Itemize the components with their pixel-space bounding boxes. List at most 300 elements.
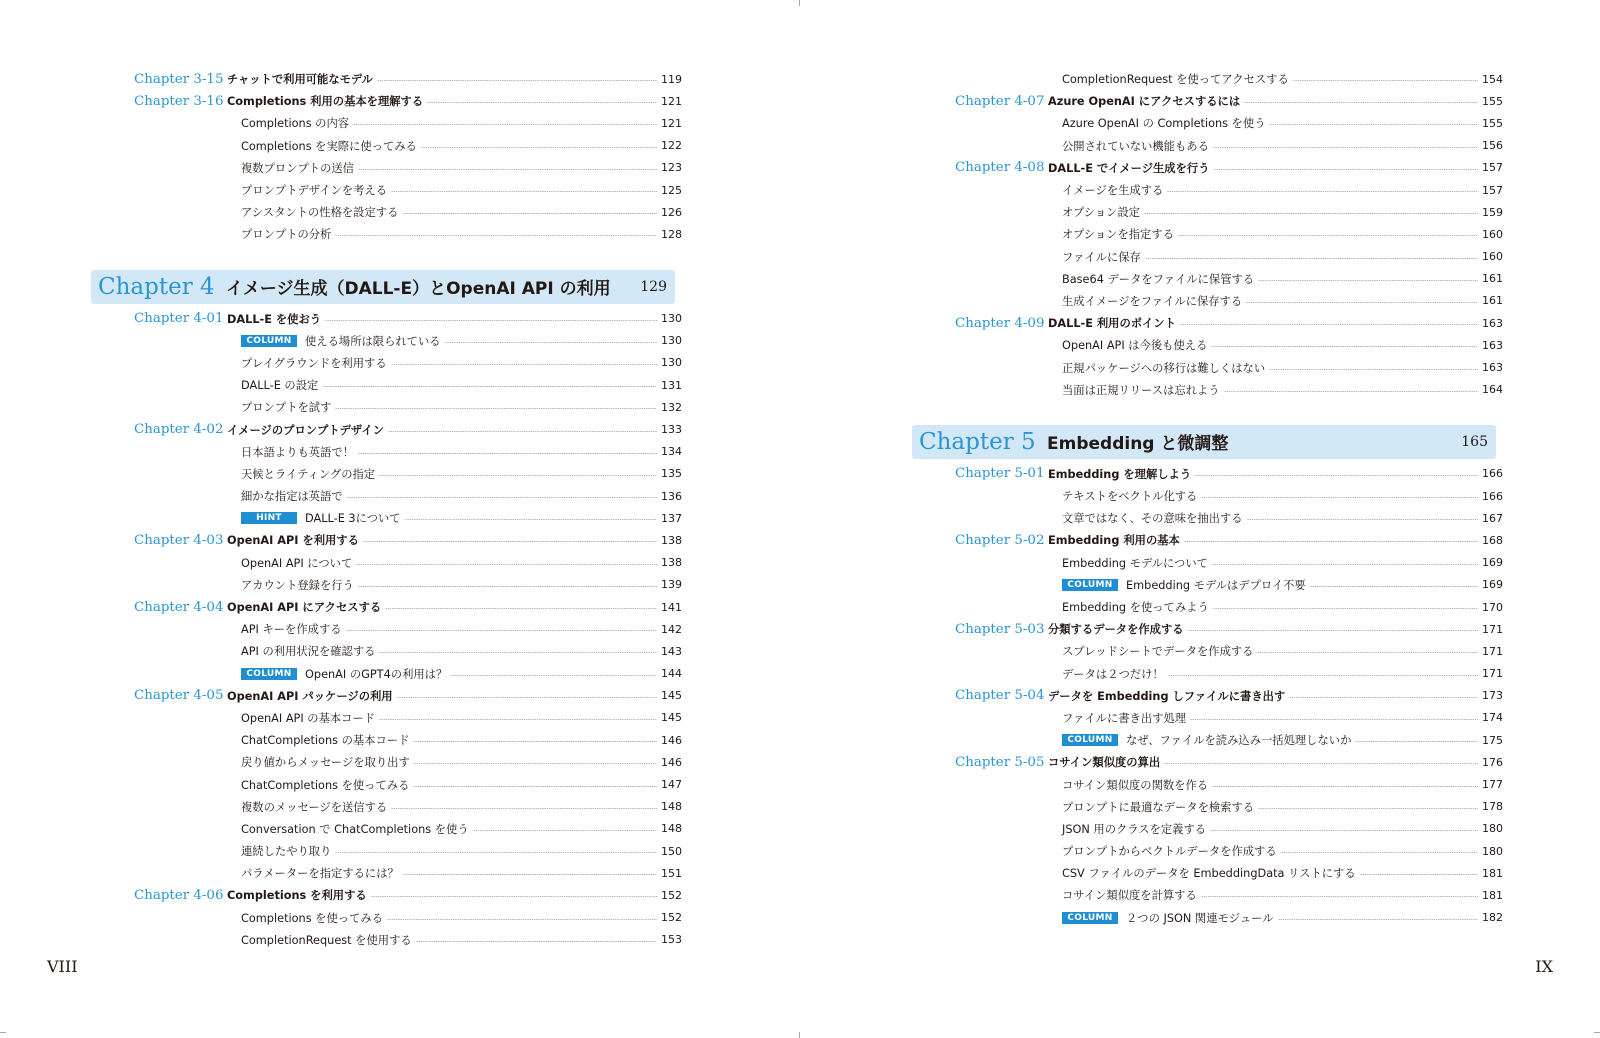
tag-badge: COLUMN — [1062, 734, 1118, 746]
chapter-page: 129 — [640, 278, 667, 295]
item-title: OpenAI API は今後も使える — [1062, 339, 1208, 353]
toc-item-row — [955, 773, 1503, 795]
page-number: 122 — [661, 139, 682, 153]
toc-item-row — [955, 290, 1503, 312]
leader-dots — [1195, 475, 1478, 476]
toc-item-row — [134, 818, 682, 840]
item-title: CompletionRequest を使ってアクセスする — [1062, 73, 1289, 87]
tag-badge: COLUMN — [241, 335, 297, 347]
leader-dots — [1201, 497, 1478, 498]
toc-item-row — [134, 374, 682, 396]
toc-item-row — [955, 379, 1503, 401]
item-title: 公開されていない機能もある — [1062, 139, 1209, 153]
section-number: Chapter 5-05 — [955, 754, 1045, 770]
toc-item-row — [134, 773, 682, 795]
page-number: 143 — [661, 644, 682, 658]
section-number: Chapter 5-02 — [955, 532, 1045, 548]
crop-mark-bottom — [799, 1032, 800, 1038]
leader-dots — [1246, 302, 1478, 303]
page-number: 180 — [1482, 822, 1503, 836]
leader-dots — [1360, 874, 1478, 875]
toc-section-row — [134, 685, 682, 707]
item-title: プロンプトに最適なデータを検索する — [1062, 800, 1255, 814]
item-title: JSON 用のクラスを定義する — [1062, 822, 1207, 836]
toc-item-row — [134, 396, 682, 418]
page-number: 159 — [1482, 205, 1503, 219]
leader-dots — [325, 320, 657, 321]
section-number: Chapter 3-15 — [134, 71, 224, 87]
leader-dots — [427, 102, 657, 103]
page-number: 157 — [1482, 183, 1503, 197]
section-title: DALL-E でイメージ生成を行う — [1048, 161, 1210, 175]
item-title: 当面は正規リリースは忘れよう — [1062, 383, 1220, 397]
leader-dots — [1168, 675, 1478, 676]
chapter-label: Chapter 4 — [98, 273, 215, 300]
page-number: 151 — [661, 866, 682, 880]
section-title: データを Embedding しファイルに書き出す — [1048, 689, 1286, 703]
tag-badge: COLUMN — [1062, 912, 1118, 924]
leader-dots — [413, 741, 657, 742]
item-title: 複数プロンプトの送信 — [241, 161, 354, 175]
section-title: OpenAI API パッケージの利用 — [227, 689, 393, 703]
toc-item-row — [955, 135, 1503, 157]
toc-item-row — [134, 618, 682, 640]
chapter-title: イメージ生成（DALL-E）とOpenAI API の利用 — [226, 279, 611, 299]
item-title: ファイルに書き出す処理 — [1062, 711, 1187, 725]
leader-dots — [391, 191, 657, 192]
toc-right — [919, 68, 1503, 929]
toc-item-row — [955, 663, 1503, 685]
page-number: 169 — [1482, 578, 1503, 592]
page-number: 169 — [1482, 556, 1503, 570]
item-title: 連続したやり取り — [241, 845, 332, 859]
page-number: 123 — [661, 161, 682, 175]
item-title: テキストをベクトル化する — [1062, 490, 1198, 504]
item-title: プロンプトデザインを考える — [241, 184, 388, 198]
leader-dots — [1293, 80, 1478, 81]
toc-item-row — [134, 441, 682, 463]
item-title: Embedding を使ってみよう — [1062, 601, 1209, 615]
page-number: 126 — [661, 205, 682, 219]
section-title: Embedding を理解しよう — [1048, 467, 1192, 481]
page-number: 155 — [1482, 116, 1503, 130]
leader-dots — [1180, 324, 1478, 325]
toc-item-row — [134, 663, 682, 685]
toc-item-row — [134, 907, 682, 929]
page-number: 130 — [661, 312, 682, 326]
section-number: Chapter 4-06 — [134, 887, 224, 903]
page-number: 128 — [661, 227, 682, 241]
page-number: 130 — [661, 356, 682, 370]
leader-dots — [391, 808, 657, 809]
chapter-page: 165 — [1461, 433, 1488, 450]
toc-section-row — [134, 418, 682, 440]
leader-dots — [1244, 102, 1478, 103]
toc-section-row — [134, 90, 682, 112]
leader-dots — [391, 364, 657, 365]
toc-item-row — [134, 201, 682, 223]
page-number: 141 — [661, 600, 682, 614]
page-number: 166 — [1482, 467, 1503, 481]
page-number: 171 — [1482, 644, 1503, 658]
toc-item-row — [134, 112, 682, 134]
toc-item-row — [134, 352, 682, 374]
page-number: 137 — [661, 511, 682, 525]
leader-dots — [371, 896, 657, 897]
page-number: 174 — [1482, 711, 1503, 725]
item-title: Embedding モデルはデプロイ不要 — [1126, 578, 1306, 592]
leader-dots — [403, 874, 657, 875]
leader-dots — [1167, 191, 1478, 192]
toc-group-before — [955, 68, 1503, 401]
item-title: OpenAI API の基本コード — [241, 711, 376, 725]
item-title: API キーを作成する — [241, 623, 342, 637]
leader-dots — [387, 919, 657, 920]
section-number: Chapter 5-01 — [955, 466, 1045, 482]
leader-dots — [1164, 763, 1478, 764]
toc-group-before — [134, 68, 682, 246]
toc-section-row — [955, 90, 1503, 112]
leader-dots — [1257, 652, 1478, 653]
toc-item-row — [134, 640, 682, 662]
item-title: 複数のメッセージを送信する — [241, 800, 388, 814]
page-number: 182 — [1482, 911, 1503, 925]
leader-dots — [385, 608, 657, 609]
section-number: Chapter 4-08 — [955, 160, 1045, 176]
page-number: 138 — [661, 533, 682, 547]
leader-dots — [1355, 741, 1478, 742]
leader-dots — [1145, 258, 1478, 259]
tag-badge: COLUMN — [1062, 579, 1118, 591]
page-number: 167 — [1482, 511, 1503, 525]
section-title: イメージのプロンプトデザイン — [227, 423, 385, 437]
item-title: OpenAI のGPT4の利用は？ — [305, 667, 448, 681]
item-title: Completions の内容 — [241, 117, 350, 131]
toc-group-after — [955, 463, 1503, 929]
toc-item-row — [134, 157, 682, 179]
page-number: 171 — [1482, 667, 1503, 681]
toc-item-row — [955, 596, 1503, 618]
page-number: 152 — [661, 911, 682, 925]
section-title: DALL-E 利用のポイント — [1048, 317, 1176, 331]
section-number: Chapter 4-09 — [955, 315, 1045, 331]
item-title: ２つの JSON 関連モジュール — [1126, 911, 1274, 925]
leader-dots — [405, 519, 657, 520]
page-number: 168 — [1482, 533, 1503, 547]
page-number: 154 — [1482, 72, 1503, 86]
chapter-title: Embedding と微調整 — [1047, 434, 1229, 455]
toc-item-row — [134, 574, 682, 596]
leader-dots — [1210, 830, 1478, 831]
page-number: 163 — [1482, 338, 1503, 352]
leader-dots — [1258, 808, 1478, 809]
item-title: Embedding モデルについて — [1062, 556, 1208, 570]
page-number: 132 — [661, 400, 682, 414]
item-title: 細かな指定は英語で — [241, 490, 343, 504]
toc-item-row — [955, 246, 1503, 268]
toc-item-row — [955, 485, 1503, 507]
toc-group-after — [134, 308, 682, 951]
toc-left — [98, 68, 682, 951]
leader-dots — [1310, 586, 1478, 587]
section-title: Completions 利用の基本を理解する — [227, 95, 424, 109]
toc-section-row — [955, 618, 1503, 640]
item-title: パラメーターを指定するには？ — [241, 867, 399, 881]
toc-item-row — [134, 330, 682, 352]
leader-dots — [1258, 280, 1478, 281]
page-number: 164 — [1482, 383, 1503, 397]
item-title: 生成イメージをファイルに保存する — [1062, 294, 1243, 308]
toc-item-row — [134, 463, 682, 485]
item-title: スプレッドシートでデータを作成する — [1062, 645, 1254, 659]
page-number: 125 — [661, 183, 682, 197]
toc-item-row — [134, 707, 682, 729]
item-title: コサイン類似度の関数を作る — [1062, 778, 1209, 792]
page-number: 161 — [1482, 272, 1503, 286]
leader-dots — [1281, 852, 1478, 853]
item-title: ChatCompletions の基本コード — [241, 734, 410, 748]
leader-dots — [1269, 369, 1478, 370]
page-number: 131 — [661, 378, 682, 392]
toc-section-row — [134, 596, 682, 618]
section-number: Chapter 4-02 — [134, 422, 224, 438]
section-title: Embedding 利用の基本 — [1048, 534, 1180, 548]
toc-item-row — [955, 356, 1503, 378]
toc-item-row — [134, 507, 682, 529]
leader-dots — [1190, 719, 1478, 720]
page-number: 145 — [661, 711, 682, 725]
leader-dots — [353, 124, 657, 125]
page-number: 145 — [661, 689, 682, 703]
toc-item-row — [955, 574, 1503, 596]
toc-item-row — [955, 640, 1503, 662]
item-title: イメージを生成する — [1062, 184, 1164, 198]
toc-section-row — [955, 685, 1503, 707]
page-number: 176 — [1482, 755, 1503, 769]
item-title: 戻り値からメッセージを取り出す — [241, 756, 410, 770]
page-number: 152 — [661, 888, 682, 902]
page-number: 130 — [661, 334, 682, 348]
leader-dots — [416, 941, 657, 942]
item-title: Completions を実際に使ってみる — [241, 139, 417, 153]
page-number: 181 — [1482, 866, 1503, 880]
item-title: DALL-E の設定 — [241, 379, 319, 393]
crop-mark-top — [799, 0, 800, 6]
leader-dots — [322, 386, 657, 387]
leader-dots — [1144, 213, 1478, 214]
item-title: プレイグラウンドを利用する — [241, 356, 387, 370]
page-number: 160 — [1482, 227, 1503, 241]
page-number: 146 — [661, 755, 682, 769]
leader-dots — [414, 763, 657, 764]
leader-dots — [1201, 896, 1478, 897]
page-number: 134 — [661, 445, 682, 459]
toc-item-row — [955, 268, 1503, 290]
section-title: DALL-E を使おう — [227, 312, 322, 326]
item-title: オプションを指定する — [1062, 228, 1174, 242]
toc-item-row — [955, 796, 1503, 818]
leader-dots — [358, 169, 657, 170]
leader-dots — [335, 852, 657, 853]
item-title: Completions を使ってみる — [241, 911, 383, 925]
page-number: 166 — [1482, 489, 1503, 503]
toc-section-row — [955, 312, 1503, 334]
item-title: 天候とライティングの指定 — [241, 467, 376, 481]
toc-section-row — [134, 529, 682, 551]
right-page — [800, 0, 1600, 1038]
page-number: 148 — [661, 800, 682, 814]
item-title: Azure OpenAI の Completions を使う — [1062, 117, 1266, 131]
page-number: 119 — [661, 72, 682, 86]
leader-dots — [377, 80, 657, 81]
page-number: 181 — [1482, 888, 1503, 902]
item-title: 文章ではなく、その意味を抽出する — [1062, 512, 1243, 526]
item-title: データは２つだけ！ — [1062, 667, 1164, 681]
toc-item-row — [955, 907, 1503, 929]
leader-dots — [413, 786, 657, 787]
toc-item-row — [134, 796, 682, 818]
page-number: 175 — [1482, 733, 1503, 747]
item-title: API の利用状況を確認する — [241, 645, 376, 659]
toc-item-row — [955, 729, 1503, 751]
page-folio: VIII — [47, 957, 78, 976]
leader-dots — [379, 652, 657, 653]
item-title: DALL-E 3について — [305, 512, 401, 526]
tag-badge: COLUMN — [241, 668, 297, 680]
section-title: OpenAI API を利用する — [227, 534, 359, 548]
leader-dots — [402, 213, 657, 214]
leader-dots — [1212, 786, 1478, 787]
leader-dots — [421, 147, 657, 148]
leader-dots — [1289, 697, 1478, 698]
toc-item-row — [955, 68, 1503, 90]
section-title: 分類するデータを作成する — [1048, 623, 1184, 637]
toc-item-row — [134, 223, 682, 245]
toc-item-row — [955, 201, 1503, 223]
item-title: ファイルに保存 — [1062, 250, 1141, 264]
leader-dots — [358, 453, 657, 454]
toc-item-row — [955, 818, 1503, 840]
leader-dots — [335, 235, 657, 236]
toc-item-row — [955, 112, 1503, 134]
toc-item-row — [134, 552, 682, 574]
page-number: 147 — [661, 778, 682, 792]
leader-dots — [1188, 630, 1478, 631]
toc-item-row — [955, 707, 1503, 729]
item-title: 使える場所は限られている — [305, 334, 441, 348]
toc-item-row — [134, 485, 682, 507]
toc-item-row — [955, 840, 1503, 862]
leader-dots — [1213, 147, 1478, 148]
page-number: 177 — [1482, 778, 1503, 792]
leader-dots — [1214, 169, 1479, 170]
page-number: 178 — [1482, 800, 1503, 814]
page-number: 139 — [661, 578, 682, 592]
leader-dots — [346, 630, 657, 631]
toc-item-row — [955, 223, 1503, 245]
section-number: Chapter 3-16 — [134, 93, 224, 109]
item-title: 日本語よりも英語で！ — [241, 445, 354, 459]
page-number: 180 — [1482, 844, 1503, 858]
page-number: 136 — [661, 489, 682, 503]
leader-dots — [379, 719, 657, 720]
toc-item-row — [134, 729, 682, 751]
leader-dots — [363, 541, 657, 542]
page-number: 144 — [661, 667, 682, 681]
section-title: Azure OpenAI にアクセスするには — [1048, 95, 1241, 109]
toc-item-row — [955, 179, 1503, 201]
leader-dots — [445, 342, 657, 343]
item-title: プロンプトの分析 — [241, 228, 332, 242]
section-title: Completions を利用する — [227, 889, 367, 903]
section-number: Chapter 4-05 — [134, 688, 224, 704]
section-number: Chapter 4-01 — [134, 311, 224, 327]
toc-item-row — [955, 334, 1503, 356]
toc-section-row — [955, 157, 1503, 179]
page-number: 163 — [1482, 316, 1503, 330]
item-title: Base64 データをファイルに保管する — [1062, 272, 1255, 286]
leader-dots — [379, 475, 657, 476]
page-number: 148 — [661, 822, 682, 836]
chapter-label: Chapter 5 — [919, 428, 1036, 455]
leader-dots — [1224, 391, 1478, 392]
toc-item-row — [134, 840, 682, 862]
toc-section-row — [955, 751, 1503, 773]
leader-dots — [473, 830, 657, 831]
item-title: 正規パッケージへの移行は難しくはない — [1062, 361, 1266, 375]
page-number: 173 — [1482, 689, 1503, 703]
page-number: 160 — [1482, 250, 1503, 264]
section-number: Chapter 5-04 — [955, 688, 1045, 704]
section-number: Chapter 4-07 — [955, 93, 1045, 109]
leader-dots — [1213, 608, 1478, 609]
page-number: 171 — [1482, 622, 1503, 636]
toc-item-row — [955, 507, 1503, 529]
toc-section-row — [134, 68, 682, 90]
crop-mark-right — [1594, 1032, 1600, 1033]
tag-badge: HINT — [241, 512, 297, 524]
item-title: コサイン類似度を計算する — [1062, 889, 1197, 903]
page-number: 157 — [1482, 161, 1503, 175]
item-title: プロンプトからベクトルデータを作成する — [1062, 845, 1277, 859]
section-number: Chapter 4-03 — [134, 532, 224, 548]
page-number: 142 — [661, 622, 682, 636]
item-title: CSV ファイルのデータを EmbeddingData リストにする — [1062, 867, 1356, 881]
crop-mark-left — [0, 1032, 6, 1033]
leader-dots — [1247, 519, 1478, 520]
page-number: 156 — [1482, 139, 1503, 153]
section-title: チャットで利用可能なモデル — [227, 73, 373, 87]
item-title: なぜ、ファイルを読み込み一括処理しないか — [1126, 734, 1352, 748]
item-title: アカウント登録を行う — [241, 578, 354, 592]
page-number: 153 — [661, 933, 682, 947]
leader-dots — [1178, 235, 1478, 236]
item-title: CompletionRequest を使用する — [241, 933, 412, 947]
section-number: Chapter 5-03 — [955, 621, 1045, 637]
section-title: コサイン類似度の算出 — [1048, 756, 1161, 770]
leader-dots — [1278, 919, 1478, 920]
leader-dots — [1184, 541, 1478, 542]
page-number: 121 — [661, 116, 682, 130]
item-title: OpenAI API について — [241, 556, 353, 570]
page-folio: IX — [1535, 957, 1553, 976]
page-number: 146 — [661, 733, 682, 747]
page-number: 161 — [1482, 294, 1503, 308]
leader-dots — [356, 564, 657, 565]
page-number: 163 — [1482, 361, 1503, 375]
section-title: OpenAI API にアクセスする — [227, 601, 382, 615]
item-title: Conversation で ChatCompletions を使う — [241, 822, 469, 836]
